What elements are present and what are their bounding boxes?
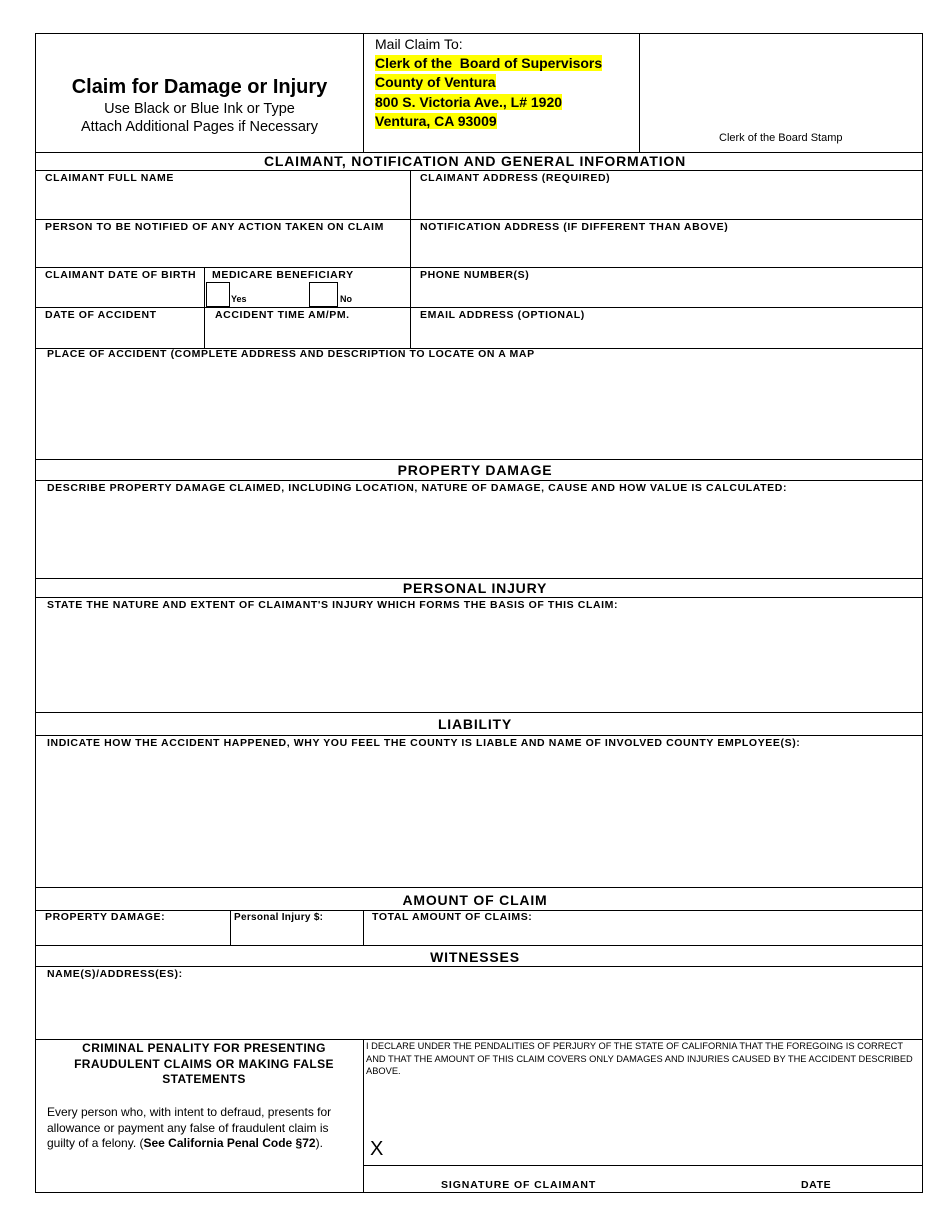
mail-address-line: Ventura, CA 93009 bbox=[375, 112, 497, 129]
divider bbox=[35, 267, 923, 268]
place-of-accident-field[interactable] bbox=[36, 361, 922, 458]
medicare-no-checkbox[interactable] bbox=[309, 282, 338, 307]
notification-address-label: NOTIFICATION ADDRESS (IF DIFFERENT THAN ABOVE) bbox=[420, 221, 729, 233]
property-damage-label: DESCRIBE PROPERTY DAMAGE CLAIMED, INCLUDING LOCATION, NATURE OF DAMAGE, CAUSE AND HOW VALUE IS CALCULATED: bbox=[47, 482, 788, 494]
penalty-text: Every person who, with intent to defraud, presents for allowance or payment any false of fraudulent claim is guilty of a felony. (See California Penal Code §72). bbox=[47, 1105, 332, 1150]
liability-field[interactable] bbox=[36, 750, 922, 886]
section-title-injury: PERSONAL INJURY bbox=[402, 580, 548, 596]
section-title-property: PROPERTY DAMAGE bbox=[397, 462, 553, 478]
medicare-yes-checkbox[interactable] bbox=[206, 282, 230, 307]
page-subtitle: Attach Additional Pages if Necessary bbox=[81, 119, 318, 135]
witnesses-label: NAME(S)/ADDRESS(ES): bbox=[47, 968, 183, 980]
mail-to-label: Mail Claim To: bbox=[375, 36, 463, 52]
mail-address-line: Clerk of the Board of Supervisors bbox=[375, 55, 603, 72]
witnesses-field[interactable] bbox=[36, 981, 922, 1038]
mail-to-block bbox=[375, 35, 637, 131]
total-amount-label: TOTAL AMOUNT OF CLAIMS: bbox=[372, 911, 533, 923]
place-of-accident-label: PLACE OF ACCIDENT (COMPLETE ADDRESS AND DESCRIPTION TO LOCATE ON A MAP bbox=[47, 348, 535, 360]
signature-line bbox=[363, 1165, 923, 1166]
signature-mark: X bbox=[370, 1138, 384, 1160]
personal-injury-field[interactable] bbox=[36, 612, 922, 711]
stamp-area bbox=[640, 33, 923, 152]
email-label: EMAIL ADDRESS (OPTIONAL) bbox=[420, 309, 585, 321]
divider bbox=[35, 219, 923, 220]
claimant-name-field[interactable] bbox=[36, 184, 409, 218]
signature-label: SIGNATURE OF CLAIMANT bbox=[441, 1179, 597, 1191]
email-field[interactable] bbox=[411, 321, 922, 347]
divider bbox=[35, 480, 923, 481]
property-damage-amount-field[interactable] bbox=[36, 924, 229, 944]
notification-address-field[interactable] bbox=[411, 233, 922, 266]
stamp-label: Clerk of the Board Stamp bbox=[719, 132, 843, 144]
mail-address-line: County of Ventura bbox=[375, 74, 496, 91]
date-of-accident-label: DATE OF ACCIDENT bbox=[45, 309, 157, 321]
section-title-liability: LIABILITY bbox=[437, 716, 513, 732]
divider bbox=[363, 33, 364, 152]
phone-label: PHONE NUMBER(S) bbox=[420, 269, 530, 281]
personal-injury-amount-field[interactable] bbox=[231, 924, 362, 944]
divider bbox=[35, 712, 923, 713]
divider bbox=[35, 966, 923, 967]
property-damage-amount-label: PROPERTY DAMAGE: bbox=[45, 911, 166, 923]
section-title-general: CLAIMANT, NOTIFICATION AND GENERAL INFORMATION bbox=[263, 153, 687, 169]
date-of-birth-field[interactable] bbox=[36, 281, 203, 306]
divider bbox=[35, 170, 923, 171]
title-block bbox=[36, 74, 363, 136]
claimant-address-field[interactable] bbox=[411, 184, 922, 218]
date-of-birth-label: CLAIMANT DATE OF BIRTH bbox=[45, 269, 197, 281]
mail-address-line: 800 S. Victoria Ave., L# 1920 bbox=[375, 93, 563, 110]
medicare-no-label: No bbox=[340, 294, 352, 304]
total-amount-field[interactable] bbox=[364, 924, 922, 944]
penal-code-reference: See California Penal Code §72 bbox=[143, 1136, 316, 1150]
divider bbox=[35, 887, 923, 888]
personal-injury-label: STATE THE NATURE AND EXTENT OF CLAIMANT'S INJURY WHICH FORMS THE BASIS OF THIS CLAIM: bbox=[47, 599, 619, 611]
person-notified-label: PERSON TO BE NOTIFIED OF ANY ACTION TAKEN ON CLAIM bbox=[45, 221, 384, 233]
accident-time-label: ACCIDENT TIME AM/PM. bbox=[215, 309, 350, 321]
personal-injury-amount-label: Personal Injury $: bbox=[234, 912, 324, 923]
declaration-text: I DECLARE UNDER THE PENDALITIES OF PERJURY OF THE STATE OF CALIFORNIA THAT THE FOREGOING IS CORRECT AND THAT THE AMOUNT OF THIS CLAIM COVERS ONLY DAMAGES AND INJURIES CAUSED BY THE ACCIDENT DESCRIBED ABOVE. bbox=[366, 1041, 913, 1076]
claimant-address-label: CLAIMANT ADDRESS (REQUIRED) bbox=[420, 172, 611, 184]
section-title-witnesses: WITNESSES bbox=[430, 949, 520, 965]
divider bbox=[35, 459, 923, 460]
page-title: Claim for Damage or Injury bbox=[71, 76, 328, 98]
penalty-title: CRIMINAL PENALITY FOR PRESENTING FRAUDULENT CLAIMS OR MAKING FALSE STATEMENTS bbox=[74, 1041, 334, 1086]
divider bbox=[35, 597, 923, 598]
divider bbox=[35, 307, 923, 308]
date-of-accident-field[interactable] bbox=[36, 321, 203, 347]
divider bbox=[35, 945, 923, 946]
divider bbox=[35, 735, 923, 736]
property-damage-field[interactable] bbox=[36, 495, 922, 577]
liability-label: INDICATE HOW THE ACCIDENT HAPPENED, WHY YOU FEEL THE COUNTY IS LIABLE AND NAME OF INVOLVED COUNTY EMPLOYEE(S): bbox=[47, 737, 801, 749]
person-notified-field[interactable] bbox=[36, 233, 409, 266]
date-label: DATE bbox=[801, 1179, 832, 1191]
phone-field[interactable] bbox=[411, 281, 922, 306]
medicare-label: MEDICARE BENEFICIARY bbox=[212, 269, 354, 281]
accident-time-field[interactable] bbox=[205, 321, 409, 347]
section-title-amount: AMOUNT OF CLAIM bbox=[402, 892, 548, 908]
page-subtitle: Use Black or Blue Ink or Type bbox=[104, 101, 295, 117]
medicare-yes-label: Yes bbox=[231, 294, 247, 304]
claimant-name-label: CLAIMANT FULL NAME bbox=[45, 172, 175, 184]
signature-field[interactable] bbox=[364, 1080, 922, 1164]
